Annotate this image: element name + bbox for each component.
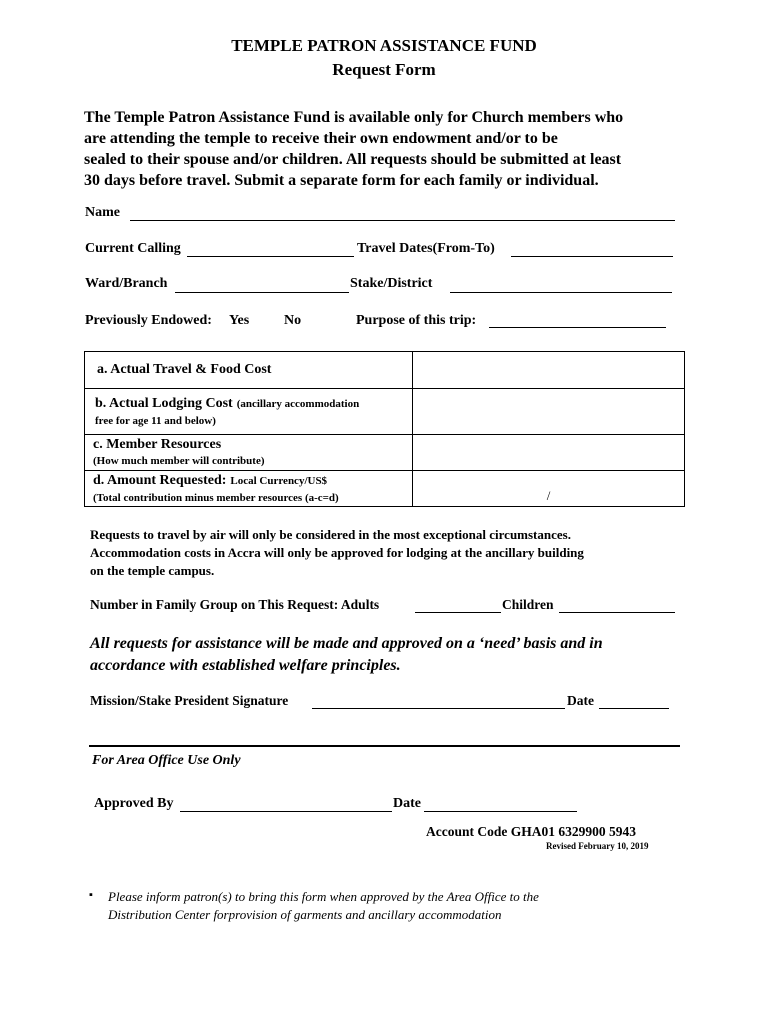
bullet-icon: ▪ [89, 889, 93, 901]
approved-by-label: Approved By [94, 796, 174, 811]
member-resources-note: (How much member will contribute) [93, 455, 265, 467]
footnote-line: Distribution Center forprovision of garments and ancillary accommodation [108, 907, 502, 922]
table-row [85, 352, 685, 389]
lodging-cost-note: (ancillary accommodation [236, 397, 360, 410]
account-code: Account Code GHA01 6329900 5943 [426, 824, 636, 839]
children-field[interactable] [559, 612, 675, 613]
adults-field[interactable] [415, 612, 501, 613]
note-line: on the temple campus. [90, 563, 215, 578]
intro-line: 30 days before travel. Submit a separate form for each family or individual. [84, 172, 599, 189]
intro-line: sealed to their spouse and/or children. All requests should be submitted at least [84, 151, 622, 168]
family-children-label: Children [502, 597, 554, 612]
air-travel-note [90, 526, 690, 580]
name-field[interactable] [130, 220, 675, 221]
note-line: Accommodation costs in Accra will only be approved for lodging at the ancillary building [90, 545, 584, 560]
endowed-yes-option[interactable]: Yes [229, 313, 250, 328]
amount-requested-label: d. Amount Requested: [93, 472, 227, 488]
calling-label: Current Calling [85, 241, 181, 256]
endowed-no-option[interactable]: No [284, 313, 302, 328]
section-divider [89, 745, 680, 747]
lodging-cost-note-2: free for age 11 and below) [95, 414, 216, 427]
purpose-field[interactable] [489, 327, 666, 328]
need-basis-line: accordance with established welfare principles. [90, 657, 401, 674]
travel-cost-label: a. Actual Travel & Food Cost [85, 352, 413, 389]
signature-date-field[interactable] [599, 708, 669, 709]
signature-label: Mission/Stake President Signature [90, 693, 289, 708]
cost-table [84, 351, 685, 507]
footnote-text [108, 888, 668, 924]
endowed-label: Previously Endowed: [85, 313, 212, 328]
approved-by-field[interactable] [180, 811, 392, 812]
table-row [85, 389, 685, 435]
note-line: Requests to travel by air will only be considered in the most exceptional circumstances. [90, 527, 571, 542]
travel-dates-label: Travel Dates(From-To) [357, 241, 495, 256]
amount-requested-currency: Local Currency/US$ [230, 474, 328, 487]
lodging-cost-value[interactable] [413, 389, 685, 435]
travel-dates-field[interactable] [511, 256, 673, 257]
lodging-cost-cell [85, 389, 413, 435]
amount-requested-note: (Total contribution minus member resources (a-c=d) [93, 491, 339, 504]
member-resources-label: c. Member Resources [93, 437, 222, 452]
approved-date-field[interactable] [424, 811, 577, 812]
ward-label: Ward/Branch [85, 276, 168, 291]
table-row [85, 435, 685, 471]
signature-date-label: Date [567, 693, 594, 708]
ward-field[interactable] [175, 292, 349, 293]
stake-field[interactable] [450, 292, 672, 293]
member-resources-cell [85, 435, 413, 471]
lodging-cost-label: b. Actual Lodging Cost [95, 395, 233, 411]
travel-cost-value[interactable] [413, 352, 685, 389]
need-basis-line: All requests for assistance will be made and approved on a ‘need’ basis and in [90, 635, 603, 652]
footnote-line: Please inform patron(s) to bring this form when approved by the Area Office to the [108, 889, 539, 904]
amount-requested-cell [85, 471, 413, 507]
table-row [85, 471, 685, 507]
approved-date-label: Date [393, 796, 421, 811]
intro-paragraph [84, 107, 694, 191]
calling-field[interactable] [187, 256, 354, 257]
revision-date: Revised February 10, 2019 [546, 841, 649, 851]
intro-line: The Temple Patron Assistance Fund is available only for Church members who [84, 109, 624, 126]
amount-requested-value[interactable]: / [413, 471, 685, 507]
office-use-heading: For Area Office Use Only [92, 753, 241, 768]
member-resources-value[interactable] [413, 435, 685, 471]
form-subtitle: Request Form [332, 60, 436, 79]
signature-field[interactable] [312, 708, 565, 709]
family-adults-label: Number in Family Group on This Request: Adults [90, 597, 380, 612]
purpose-label: Purpose of this trip: [356, 313, 477, 328]
name-label: Name [85, 205, 120, 220]
form-title: TEMPLE PATRON ASSISTANCE FUND [231, 36, 537, 55]
intro-line: are attending the temple to receive their own endowment and/or to be [84, 130, 558, 147]
stake-label: Stake/District [350, 276, 433, 291]
need-basis-statement [90, 633, 690, 677]
